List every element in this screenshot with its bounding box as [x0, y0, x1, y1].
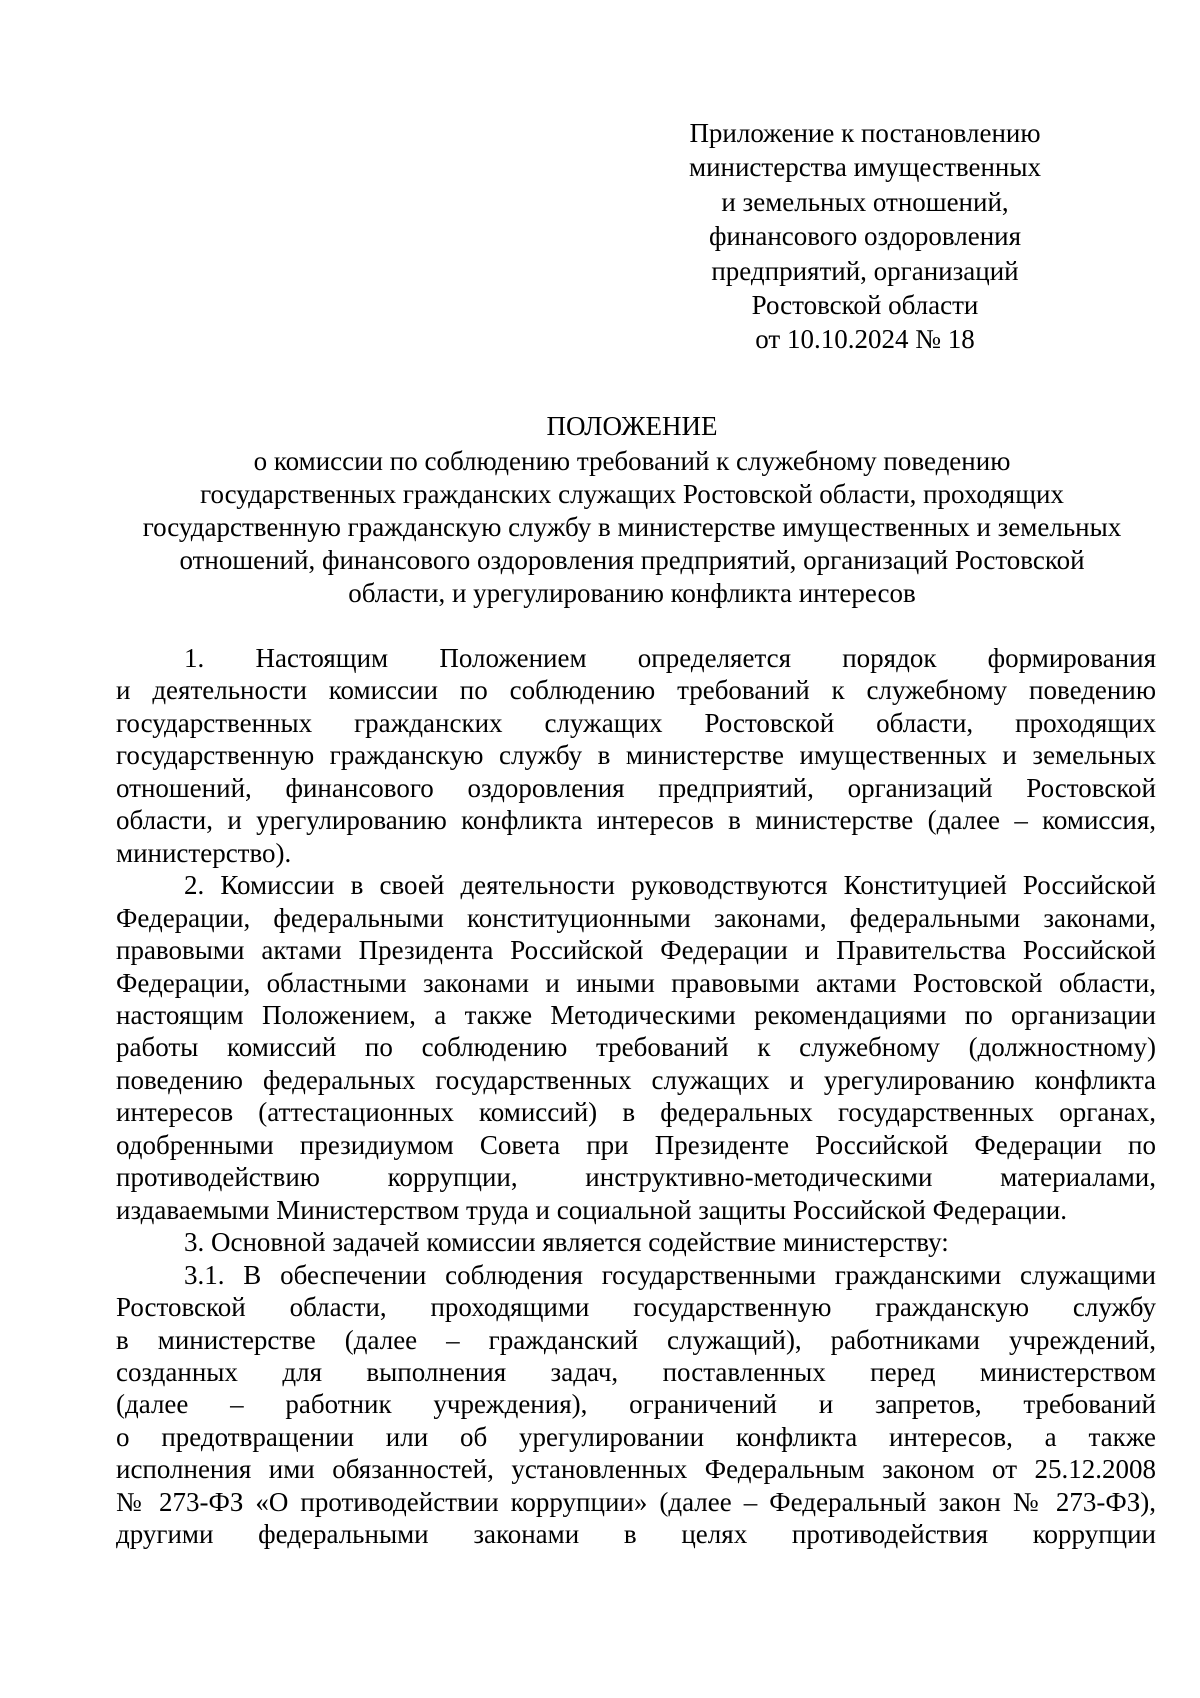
paragraph-3-1-line: созданных для выполнения задач, поставленных перед министерством [116, 1356, 1156, 1387]
annex-line: Приложение к постановлению [689, 118, 1041, 148]
subtitle-line: отношений, финансового оздоровления предприятий, организаций Ростовской [179, 545, 1085, 575]
paragraph-3-1-line: в министерстве (далее – гражданский служащий), работниками учреждений, [116, 1324, 1156, 1355]
subtitle-line: области, и урегулированию конфликта интересов [348, 578, 916, 608]
paragraph-3-1-line: 3.1. В обеспечении соблюдения государственными гражданскими служащими [184, 1259, 1156, 1290]
annex-line: предприятий, организаций [711, 255, 1019, 286]
paragraph-1-line: области, и урегулированию конфликта интересов в министерстве (далее – комиссия, [116, 805, 1156, 836]
annex-line: финансового оздоровления [708, 221, 1022, 252]
annex-block [665, 116, 1065, 357]
paragraph-2-line: поведению федеральных государственных служащих и урегулированию конфликта [116, 1064, 1156, 1095]
paragraph-3-1-line: № 273-ФЗ «О противодействии коррупции» (далее – Федеральный закон № 273-ФЗ), [116, 1486, 1156, 1517]
paragraph-2-line: работы комиссий по соблюдению требований к служебному (должностному) [116, 1032, 1156, 1063]
annex-line: министерства имущественных [689, 152, 1041, 183]
paragraph-1-line: государственную гражданскую службу в министерстве имущественных и земельных [116, 740, 1156, 771]
paragraph-2-line: 2. Комиссии в своей деятельности руководствуются Конституцией Российской [184, 870, 1156, 901]
paragraph-3-1-line: другими федеральными законами в целях противодействия коррупции [116, 1519, 1156, 1550]
document-title [110, 410, 1154, 443]
paragraph-2-line: интересов (аттестационных комиссий) в федеральных государственных органах, [116, 1097, 1156, 1128]
paragraph-3-line: 3. Основной задачей комиссии является содействие министерству: [184, 1227, 949, 1258]
paragraph-2-line: правовыми актами Президента Российской Федерации и Правительства Российской [116, 935, 1156, 966]
paragraph-1-line: государственных гражданских служащих Ростовской области, проходящих [116, 707, 1156, 738]
annex-line: Ростовской области [751, 290, 979, 321]
annex-line: и земельных отношений, [721, 186, 1009, 217]
paragraph-3-1-line: (далее – работник учреждения), ограничений и запретов, требований [116, 1389, 1156, 1420]
paragraph-2-line: настоящим Положением, а также Методическими рекомендациями по организации [116, 999, 1156, 1030]
subtitle-line: государственную гражданскую службу в министерстве имущественных и земельных [142, 512, 1122, 542]
subtitle-line: государственных гражданских служащих Ростовской области, проходящих [200, 479, 1064, 509]
paragraph-3-1-line: Ростовской области, проходящими государственную гражданскую службу [116, 1292, 1156, 1323]
paragraph-2-line: Федерации, федеральными конституционными законами, федеральными законами, [116, 902, 1156, 933]
document-subtitle [110, 445, 1154, 610]
annex-date-number: от 10.10.2024 № 18 [755, 324, 975, 355]
paragraph-1-line: и деятельности комиссии по соблюдению требований к служебному поведению [116, 675, 1156, 706]
document-heading: ПОЛОЖЕНИЕ [546, 411, 718, 441]
paragraph-2-line: издаваемыми Министерством труда и социальной защиты Российской Федерации. [116, 1194, 1067, 1225]
paragraph-1-line: министерство). [116, 837, 292, 868]
subtitle-line: о комиссии по соблюдению требований к служебному поведению [253, 446, 1011, 476]
paragraph-1-line: 1. Настоящим Положением определяется порядок формирования [184, 643, 1156, 673]
document-body [116, 642, 1156, 1551]
paragraph-1-line: отношений, финансового оздоровления предприятий, организаций Ростовской [116, 772, 1156, 803]
paragraph-2-line: противодействию коррупции, инструктивно-методическими материалами, [116, 1162, 1156, 1193]
paragraph-3-1-line: исполнения ими обязанностей, установленных Федеральным законом от 25.12.2008 [116, 1454, 1156, 1485]
paragraph-3-1-line: о предотвращении или об урегулировании конфликта интересов, а также [116, 1421, 1156, 1452]
paragraph-2-line: одобренными президиумом Совета при Президенте Российской Федерации по [116, 1129, 1156, 1160]
paragraph-2-line: Федерации, областными законами и иными правовыми актами Ростовской области, [116, 967, 1156, 998]
